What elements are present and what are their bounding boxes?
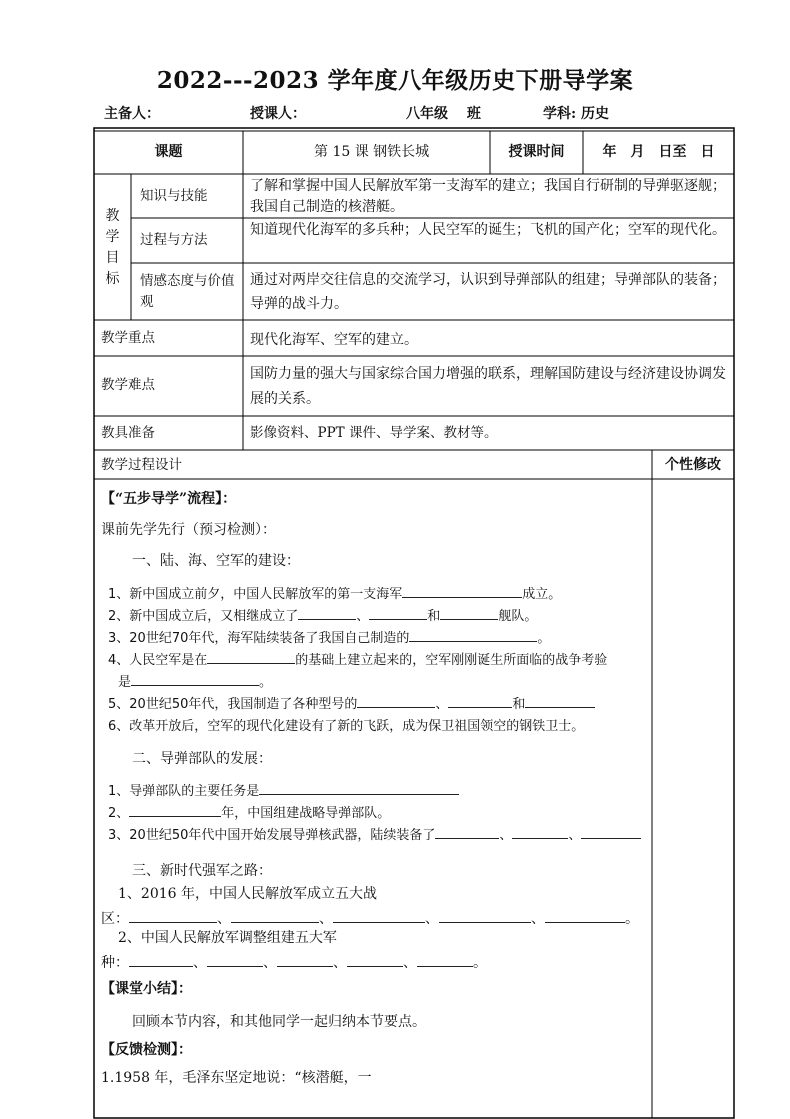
class-label: 八年级 班 (406, 106, 481, 122)
summary-title: 【课堂小结】： (101, 981, 192, 997)
difficulty-label: 教学难点 (101, 377, 155, 393)
q1-4: 4、人民空军是在 的基础上建立起来的，空军刚刚诞生所面临的战争考验 (108, 649, 607, 668)
q1-6: 6、改革开放后，空军的现代化建设有了新的飞跃，成为保卫祖国领空的钢铁卫士。 (108, 719, 585, 734)
summary-text: 回顾本节内容，和其他同学一起归纳本节要点。 (132, 1014, 426, 1030)
goal-name-knowledge: 知识与技能 (140, 188, 208, 204)
goal-content-knowledge: 了解和掌握中国人民解放军第一支海军的建立；我国自行研制的导弹驱逐舰；我国自己制造的核潜艇。 (250, 178, 726, 215)
section-1-heading: 一、陆、海、空军的建设： (132, 553, 300, 569)
materials-content: 影像资料、PPT 课件、导学案、教材等。 (250, 425, 498, 441)
time-label: 授课时间 (508, 144, 565, 160)
process-label: 教学过程设计 (101, 457, 182, 473)
q3-1-line-1: 1、2016 年，中国人民解放军成立五大战 (118, 886, 377, 902)
difficulty-content: 国防力量的强大与国家综合国力增强的联系，理解国防建设与经济建设协调发展的关系。 (250, 366, 726, 407)
q2-3: 3、20世纪50年代中国开始发展导弹核武器，陆续装备了 、 、 (108, 824, 650, 843)
preview-heading: 课前先学先行（预习检测）： (101, 522, 276, 538)
q3-2-line-1: 2、中国人民解放军调整组建五大军 (118, 930, 337, 946)
teacher-label: 授课人： (250, 106, 306, 122)
preparer-label: 主备人： (104, 106, 160, 122)
lesson-value: 第 15 课 钢铁长城 (314, 144, 430, 160)
materials-label: 教具准备 (101, 425, 155, 441)
personal-edit-label: 个性修改 (665, 457, 721, 473)
feedback-title: 【反馈检测】： (101, 1042, 192, 1058)
page-title: 2022---2023 学年度八年级历史下册导学案 (156, 67, 634, 94)
goal-name-process: 过程与方法 (140, 232, 208, 248)
flow-title: 【“五步导学”流程】： (101, 491, 237, 507)
lesson-label: 课题 (154, 144, 183, 160)
time-value: 年 月 日至 日 (602, 144, 715, 160)
q1-2: 2、新中国成立后，又相继成立了 、 和 舰队。 (108, 605, 537, 624)
goal-content-emotion: 通过对两岸交往信息的交流学习，认识到导弹部队的组建；导弹部队的装备；导弹的战斗力。 (250, 272, 726, 312)
goal-content-process: 知道现代化海军的多兵种；人民空军的诞生；飞机的国产化；空军的现代化。 (250, 222, 726, 238)
key-point-label: 教学重点 (101, 330, 155, 346)
q1-3: 3、20世纪70年代，海军陆续装备了我国自己制造的 。 (108, 627, 550, 646)
q3-2-line-2: 种： 、 、 、 、 。 (101, 952, 487, 972)
section-3-heading: 三、新时代强军之路： (132, 863, 272, 879)
q1-1: 1、新中国成立前夕，中国人民解放军的第一支海军 成立。 (108, 583, 561, 602)
q2-2: 2、 年，中国组建战略导弹部队。 (108, 802, 390, 821)
key-point-content: 现代化海军、空军的建立。 (250, 332, 418, 348)
q1-4b: 是 。 (118, 671, 272, 690)
section-2-heading: 二、导弹部队的发展： (132, 751, 272, 767)
feedback-question-1: 1.1958 年，毛泽东坚定地说：“核潜艇，一 (101, 1070, 372, 1086)
q2-1: 1、导弹部队的主要任务是 (108, 780, 459, 799)
subject-label: 学科: 历史 (543, 106, 610, 122)
goal-name-emotion: 情感态度与价值观 (140, 273, 235, 310)
goals-label: 教 学 目 标 (105, 208, 120, 287)
q1-5: 5、20世纪50年代，我国制造了各种型号的 、 和 (108, 693, 595, 712)
q3-1-line-2: 区： 、 、 、 、 。 (101, 908, 639, 928)
